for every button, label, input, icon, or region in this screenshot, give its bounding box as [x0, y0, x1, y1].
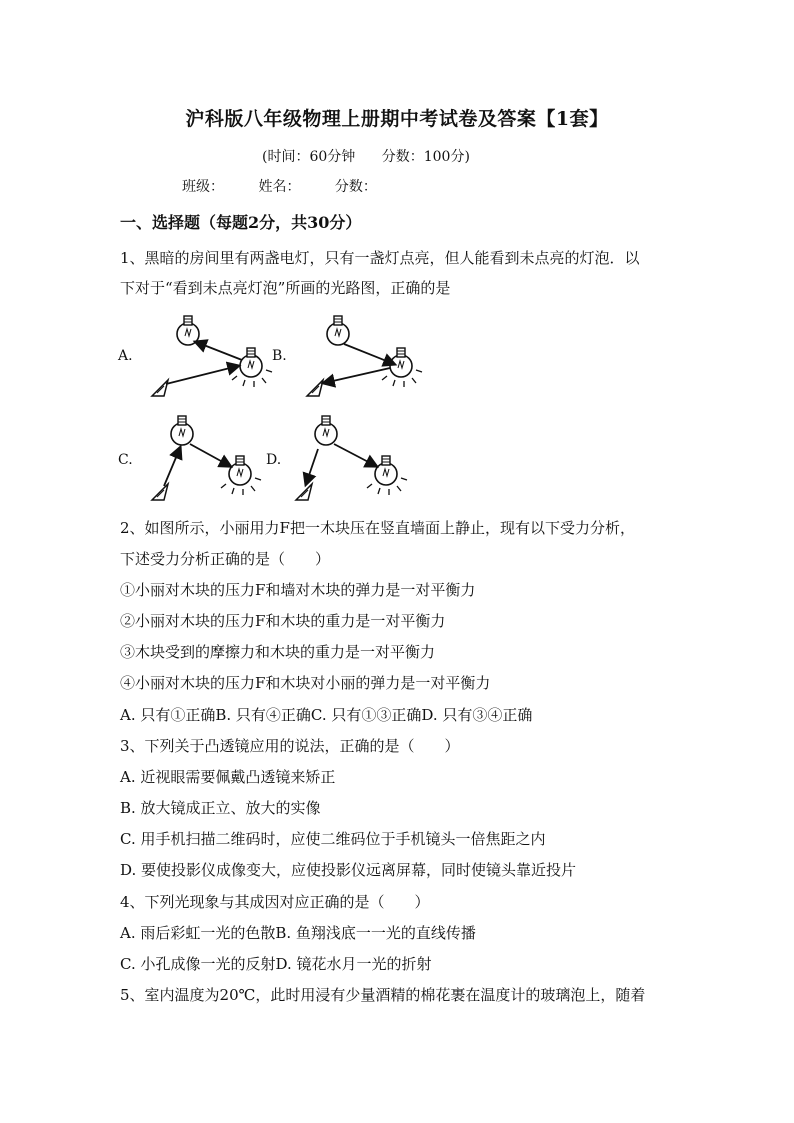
q4-options-cd: C. 小孔成像一光的反射D. 镜花水月一光的折射	[120, 955, 432, 973]
q1-line1: 1、黑暗的房间里有两盏电灯，只有一盏灯点亮，但人能看到未点亮的灯泡．以	[120, 249, 640, 267]
q1-ray-diagrams	[118, 304, 448, 506]
q3-stem: 3、下列关于凸透镜应用的说法，正确的是（ ）	[120, 737, 460, 755]
q2-statement-2: ②小丽对木块的压力F和木块的重力是一对平衡力	[120, 612, 446, 630]
time-info: (时间：60分钟	[262, 149, 356, 165]
section-heading-choice: 一、选择题（每题2分，共30分）	[120, 213, 362, 232]
option-d-diagram-icon	[296, 416, 407, 500]
q1-option-c-label: C.	[118, 452, 133, 468]
q3-option-a: A. 近视眼需要佩戴凸透镜来矫正	[120, 768, 336, 786]
q1-line2: 下对于“看到未点亮灯泡”所画的光路图，正确的是	[120, 279, 451, 297]
q2-statement-3: ③木块受到的摩擦力和木块的重力是一对平衡力	[120, 643, 436, 661]
q1-option-d-label: D.	[266, 452, 282, 468]
q1-option-b-label: B.	[272, 348, 287, 364]
exam-meta	[262, 146, 492, 166]
q1-option-a-label: A.	[118, 348, 133, 364]
q4-options-ab: A. 雨后彩虹一光的色散B. 鱼翔浅底一一光的直线传播	[120, 924, 476, 942]
q3-option-b: B. 放大镜成正立、放大的实像	[120, 799, 321, 817]
q2-line1: 2、如图所示，小丽用力F把一木块压在竖直墙面上静止，现有以下受力分析，	[120, 519, 635, 537]
option-a-diagram-icon	[152, 316, 272, 396]
q2-options: A. 只有①正确B. 只有④正确C. 只有①③正确D. 只有③④正确	[120, 706, 533, 724]
q2-statement-1: ①小丽对木块的压力F和墙对木块的弹力是一对平衡力	[120, 581, 476, 599]
q3-option-d: D. 要使投影仪成像变大，应使投影仪远离屏幕，同时使镜头靠近投片	[120, 861, 577, 879]
score-info: 分数：100分)	[381, 149, 470, 165]
q2-statement-4: ④小丽对木块的压力F和木块对小丽的弹力是一对平衡力	[120, 674, 491, 692]
q3-option-c: C. 用手机扫描二维码时，应使二维码位于手机镜头一倍焦距之内	[120, 830, 546, 848]
q4-stem: 4、下列光现象与其成因对应正确的是（ ）	[120, 893, 430, 911]
score-label: 分数：	[334, 179, 377, 195]
class-label: 班级：	[182, 179, 224, 195]
option-c-diagram-icon	[152, 416, 261, 500]
q5-line1: 5、室内温度为20℃，此时用浸有少量酒精的棉花裹在温度计的玻璃泡上，随着	[120, 986, 646, 1004]
option-b-diagram-icon	[307, 316, 422, 396]
ray-diagram-svg	[118, 304, 448, 506]
student-info	[182, 176, 407, 196]
page-title: 沪科版八年级物理上册期中考试卷及答案【1套】	[185, 108, 609, 130]
q2-line2: 下述受力分析正确的是（ ）	[120, 550, 331, 568]
name-label: 姓名：	[258, 179, 301, 195]
